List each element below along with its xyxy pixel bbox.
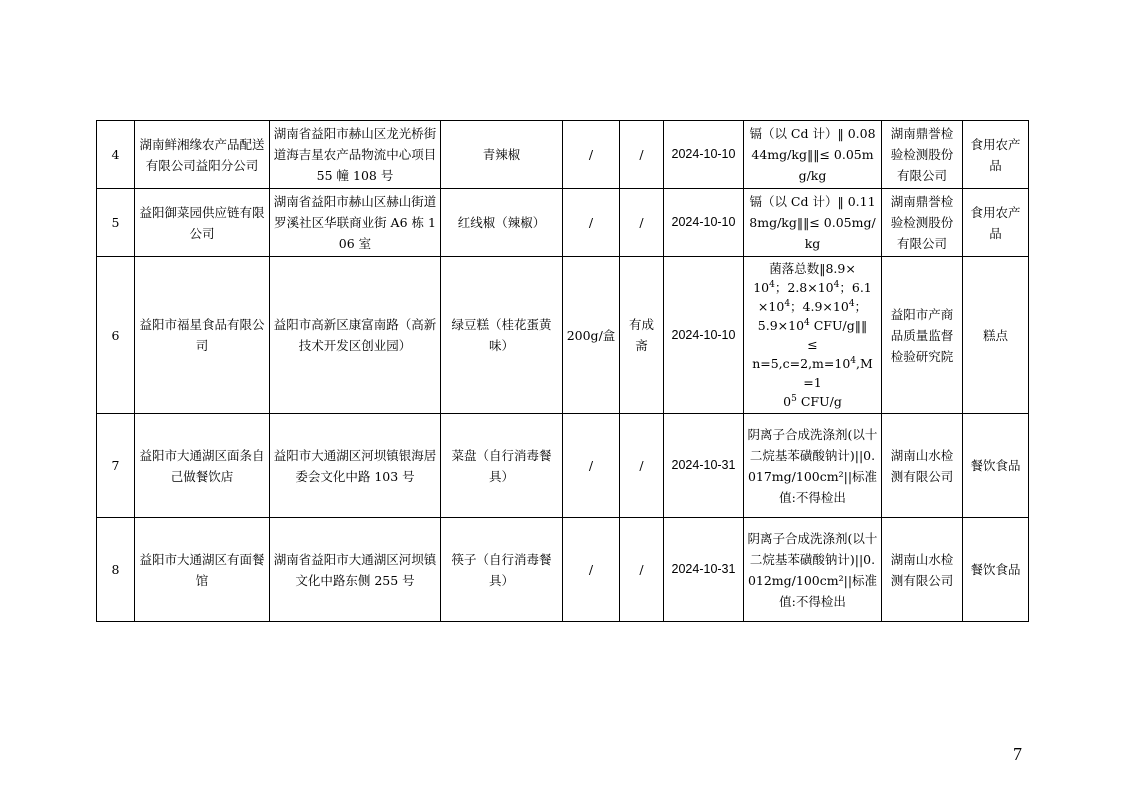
testing-lab: 湖南山水检测有限公司 <box>882 518 963 622</box>
row-number: 4 <box>97 121 135 189</box>
product-brand: / <box>620 414 664 518</box>
result-text: ；2.8×10 <box>774 280 834 295</box>
result-text: ×10 <box>757 299 785 314</box>
food-category: 食用农产品 <box>963 121 1029 189</box>
result-text: ；4.9×10 <box>790 299 849 314</box>
superscript: 4 <box>850 355 857 366</box>
result-text: CFU/g‖‖ <box>809 318 868 333</box>
result-text: ,M=1 <box>803 356 873 390</box>
testing-lab: 湖南山水检测有限公司 <box>882 414 963 518</box>
product-name: 红线椒（辣椒） <box>441 189 563 257</box>
company-name: 益阳市福星食品有限公司 <box>135 257 270 414</box>
row-number: 8 <box>97 518 135 622</box>
row-number: 7 <box>97 414 135 518</box>
test-result <box>744 257 882 414</box>
result-text: CFU/g <box>796 394 842 409</box>
company-name: 湖南鲜湘缘农产品配送有限公司益阳分公司 <box>135 121 270 189</box>
company-address: 益阳市大通湖区河坝镇银海居委会文化中路 103 号 <box>270 414 441 518</box>
company-name: 益阳御菜园供应链有限公司 <box>135 189 270 257</box>
row-number: 5 <box>97 189 135 257</box>
result-text: 10 <box>753 280 770 295</box>
product-name: 菜盘（自行消毒餐具） <box>441 414 563 518</box>
product-spec: / <box>563 189 620 257</box>
company-address: 湖南省益阳市赫山区赫山街道罗溪社区华联商业街 A6 栋 106 室 <box>270 189 441 257</box>
food-category: 食用农产品 <box>963 189 1029 257</box>
company-address: 湖南省益阳市赫山区龙光桥街道海吉星农产品物流中心项目 55 幢 108 号 <box>270 121 441 189</box>
result-text: 5.9×10 <box>757 318 805 333</box>
testing-lab: 湖南鼎誉检验检测股份有限公司 <box>882 121 963 189</box>
production-date: 2024-10-31 <box>664 414 744 518</box>
company-address: 益阳市高新区康富南路（高新技术开发区创业园） <box>270 257 441 414</box>
table-row <box>97 414 1029 518</box>
superscript: 4 <box>848 298 855 309</box>
product-name: 青辣椒 <box>441 121 563 189</box>
table-row <box>97 121 1029 189</box>
page-number: 7 <box>1013 744 1022 764</box>
product-spec: 200g/盒 <box>563 257 620 414</box>
testing-lab: 湖南鼎誉检验检测股份有限公司 <box>882 189 963 257</box>
product-spec: / <box>563 518 620 622</box>
company-name: 益阳市大通湖区有面餐馆 <box>135 518 270 622</box>
result-text: n=5,c=2,m=10 <box>752 356 851 371</box>
table-row <box>97 257 1029 414</box>
inspection-results-table <box>96 120 1029 622</box>
product-brand: / <box>620 121 664 189</box>
product-name: 绿豆糕（桂花蛋黄味） <box>441 257 563 414</box>
product-brand: 有成斋 <box>620 257 664 414</box>
superscript: 4 <box>784 298 791 309</box>
test-result: 阴离子合成洗涤剂(以十二烷基苯磺酸钠计)||0.017mg/100cm²||标准值:不得检出 <box>744 414 882 518</box>
production-date: 2024-10-10 <box>664 189 744 257</box>
product-brand: / <box>620 189 664 257</box>
superscript: 5 <box>791 393 797 404</box>
food-category: 餐饮食品 <box>963 414 1029 518</box>
test-result: 阴离子合成洗涤剂(以十二烷基苯磺酸钠计)||0.012mg/100cm²||标准值:不得检出 <box>744 518 882 622</box>
production-date: 2024-10-10 <box>664 257 744 414</box>
production-date: 2024-10-10 <box>664 121 744 189</box>
product-brand: / <box>620 518 664 622</box>
result-text: 0 <box>783 394 792 409</box>
product-name: 筷子（自行消毒餐具） <box>441 518 563 622</box>
result-text: ≤ <box>807 337 818 352</box>
company-address: 湖南省益阳市大通湖区河坝镇文化中路东侧 255 号 <box>270 518 441 622</box>
test-result: 镉（以 Cd 计）‖ 0.118mg/kg‖‖≤ 0.05mg/kg <box>744 189 882 257</box>
superscript: 4 <box>804 317 810 328</box>
food-category: 餐饮食品 <box>963 518 1029 622</box>
product-spec: / <box>563 414 620 518</box>
company-name: 益阳市大通湖区面条自己做餐饮店 <box>135 414 270 518</box>
result-text: ； <box>854 299 868 314</box>
superscript: 4 <box>833 279 840 290</box>
result-text: ；6.1 <box>839 280 872 295</box>
table-row <box>97 189 1029 257</box>
production-date: 2024-10-31 <box>664 518 744 622</box>
product-spec: / <box>563 121 620 189</box>
superscript: 4 <box>769 279 775 290</box>
food-category: 糕点 <box>963 257 1029 414</box>
test-result: 镉（以 Cd 计）‖ 0.0844mg/kg‖‖≤ 0.05mg/kg <box>744 121 882 189</box>
table-row <box>97 518 1029 622</box>
testing-lab: 益阳市产商品质量监督检验研究院 <box>882 257 963 414</box>
row-number: 6 <box>97 257 135 414</box>
result-text: 菌落总数‖8.9× <box>769 261 856 276</box>
